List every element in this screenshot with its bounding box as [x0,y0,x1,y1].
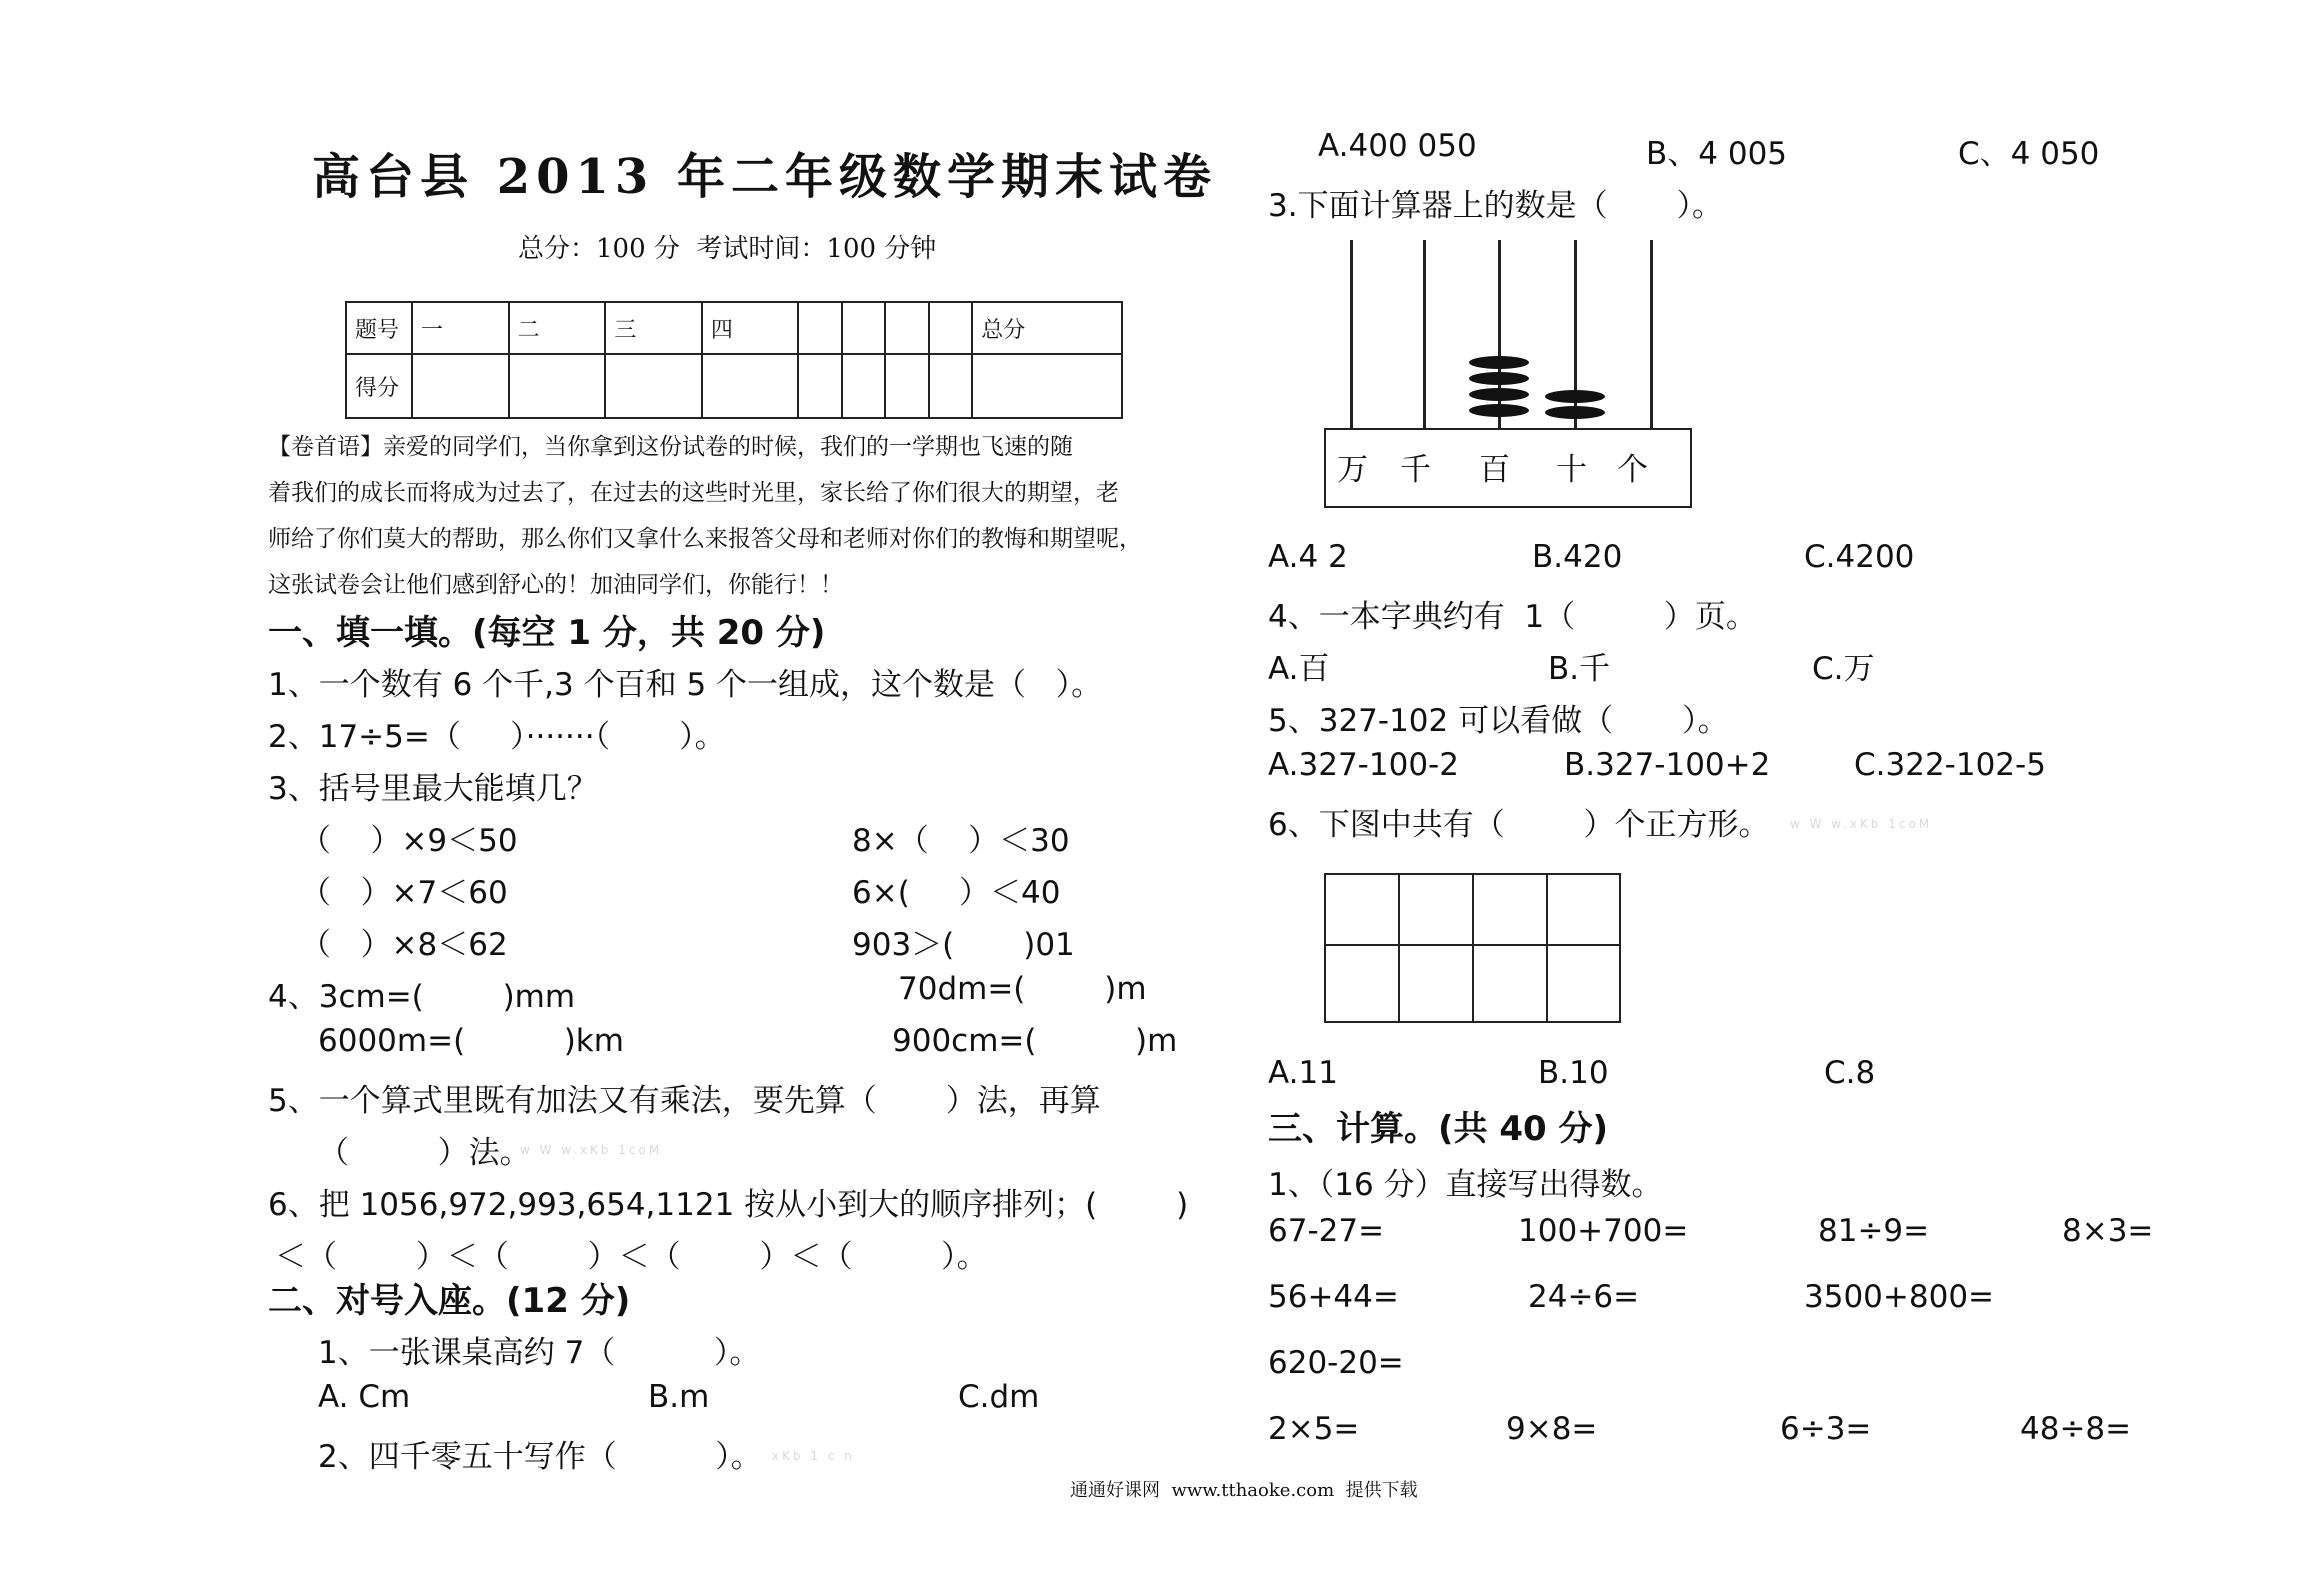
calc-item: 56+44= [1268,1279,1399,1315]
score-cell: 得分 [346,354,412,418]
unit-conversion-item: 6000m=( )km [318,1023,624,1059]
page-subtitle: 总分：100 分 考试时间：100 分钟 [518,234,937,264]
question-text: 6、下图中共有（ ）个正方形。 [1268,807,1770,843]
score-cell: 一 [412,302,509,354]
option-item: C.dm [958,1379,1040,1415]
question-text: 1、（16 分）直接写出得数。 [1268,1167,1663,1203]
footer-credit: 通通好课网 www.tthaoke.com 提供下载 [1070,1480,1418,1501]
question-text: 4、一本字典约有 1（ ）页。 [1268,599,1757,635]
square-grid-figure [1324,873,1621,1023]
place-label: 个 [1617,452,1648,488]
score-cell [605,354,702,418]
option-item: B.420 [1532,539,1623,575]
option-item: A.百 [1268,651,1330,687]
section-heading: 一、填一填。(每空 1 分，共 20 分) [268,613,826,653]
abacus-bead [1469,404,1529,417]
calc-item: 100+700= [1518,1213,1689,1249]
score-table-score-row [346,354,1122,418]
inequality-item: 903＞( )01 [852,927,1075,963]
calc-item: 2×5= [1268,1411,1360,1447]
score-table [345,301,1123,419]
grid-line [1326,944,1619,946]
grid-line [1398,875,1400,1021]
option-item: A.327-100-2 [1268,747,1459,783]
score-cell [798,354,841,418]
calc-item: 67-27= [1268,1213,1385,1249]
score-table-header-row [346,302,1122,354]
question-text: 2、17÷5=（ ）·······（ ）。 [268,719,726,755]
score-cell [702,354,799,418]
place-label: 万 [1337,452,1368,488]
abacus-bead [1469,388,1529,401]
inequality-item: （ ）×8＜62 [300,927,508,963]
option-item: A.4 2 [1268,539,1348,575]
option-item: A.11 [1268,1055,1338,1091]
score-cell [842,302,885,354]
abacus-rod [1650,240,1653,430]
calc-item: 48÷8= [2020,1411,2132,1447]
option-item: A. Cm [318,1379,411,1415]
watermark: xKb 1 c n [772,1449,855,1463]
option-item: B.m [648,1379,710,1415]
abacus-bead [1469,372,1529,385]
question-text: 2、四千零五十写作（ ）。 [318,1439,762,1475]
score-cell [972,354,1122,418]
score-cell: 二 [509,302,606,354]
option-item: A.400 050 [1318,128,1477,164]
preface-line: 着我们的成长而将成为过去了，在过去的这些时光里，家长给了你们很大的期望，老 [268,480,1119,506]
section-heading: 二、对号入座。(12 分) [268,1281,631,1321]
preface-line: 师给了你们莫大的帮助，那么你们又拿什么来报答父母和老师对你们的教悔和期望呢， [268,526,1142,552]
inequality-item: 8×（ ）＜30 [852,823,1070,859]
calc-item: 9×8= [1506,1411,1598,1447]
question-text: （ ）法。 [318,1135,531,1171]
unit-conversion-item: 4、3cm=( )mm [268,979,576,1015]
option-item: B、4 005 [1646,136,1788,172]
question-text: 6、把 1056,972,993,654,1121 按从小到大的顺序排列；( ) [268,1187,1189,1223]
place-label: 千 [1400,452,1431,488]
calc-item: 620-20= [1268,1345,1404,1381]
inequality-item: （ ）×9＜50 [300,823,518,859]
abacus-rod [1350,240,1353,430]
option-item: B.327-100+2 [1564,747,1771,783]
score-cell: 题号 [346,302,412,354]
question-text: 3.下面计算器上的数是（ ）。 [1268,188,1724,224]
option-item: C.4200 [1804,539,1915,575]
score-cell: 四 [702,302,799,354]
score-cell [842,354,885,418]
option-item: C、4 050 [1958,136,2100,172]
question-text: 5、一个算式里既有加法又有乘法，要先算（ ）法，再算 [268,1083,1101,1119]
score-cell [412,354,509,418]
calc-item: 24÷6= [1528,1279,1640,1315]
option-item: C.8 [1824,1055,1876,1091]
abacus-bead [1545,406,1605,419]
question-text: 1、一张课桌高约 7（ ）。 [318,1335,761,1371]
inequality-item: 6×( ）＜40 [852,875,1061,911]
inequality-item: （ ）×7＜60 [300,875,508,911]
score-cell [509,354,606,418]
page-title: 高台县 2013 年二年级数学期末试卷 [312,149,1218,205]
score-cell: 总分 [972,302,1122,354]
place-label: 十 [1556,452,1587,488]
calc-item: 3500+800= [1804,1279,1995,1315]
option-item: B.10 [1538,1055,1609,1091]
option-item: C.322-102-5 [1854,747,2046,783]
calc-item: 81÷9= [1818,1213,1930,1249]
question-text: 5、327-102 可以看做（ ）。 [1268,703,1729,739]
score-cell [885,354,928,418]
section-heading: 三、计算。(共 40 分) [1268,1109,1609,1149]
unit-conversion-item: 70dm=( )m [898,971,1147,1007]
calc-item: 6÷3= [1780,1411,1872,1447]
grid-line [1546,875,1548,1021]
abacus-bead [1545,390,1605,403]
preface-line: 这张试卷会让他们感到舒心的！加油同学们，你能行！！ [268,572,843,598]
question-text: 3、括号里最大能填几？ [268,771,598,807]
score-cell [929,302,972,354]
option-item: B.千 [1548,651,1611,687]
score-cell [885,302,928,354]
question-text: ＜（ ）＜（ ）＜（ ）＜（ ）。 [275,1239,988,1275]
preface-line: 【卷首语】亲爱的同学们，当你拿到这份试卷的时候，我们的一学期也飞速的随 [268,434,1073,460]
score-cell: 三 [605,302,702,354]
unit-conversion-item: 900cm=( )m [892,1023,1178,1059]
place-label: 百 [1479,452,1510,488]
question-text: 1、一个数有 6 个千,3 个百和 5 个一组成，这个数是（ ）。 [268,667,1103,703]
option-item: C.万 [1812,651,1875,687]
score-cell [798,302,841,354]
watermark: w W w.xKb 1coM [1790,817,1933,831]
calc-item: 8×3= [2062,1213,2154,1249]
abacus-bead [1469,356,1529,369]
grid-line [1472,875,1474,1021]
score-cell [929,354,972,418]
abacus-rod [1498,240,1501,430]
watermark: w W w.xKb 1coM [520,1143,663,1157]
abacus-rod [1423,240,1426,430]
